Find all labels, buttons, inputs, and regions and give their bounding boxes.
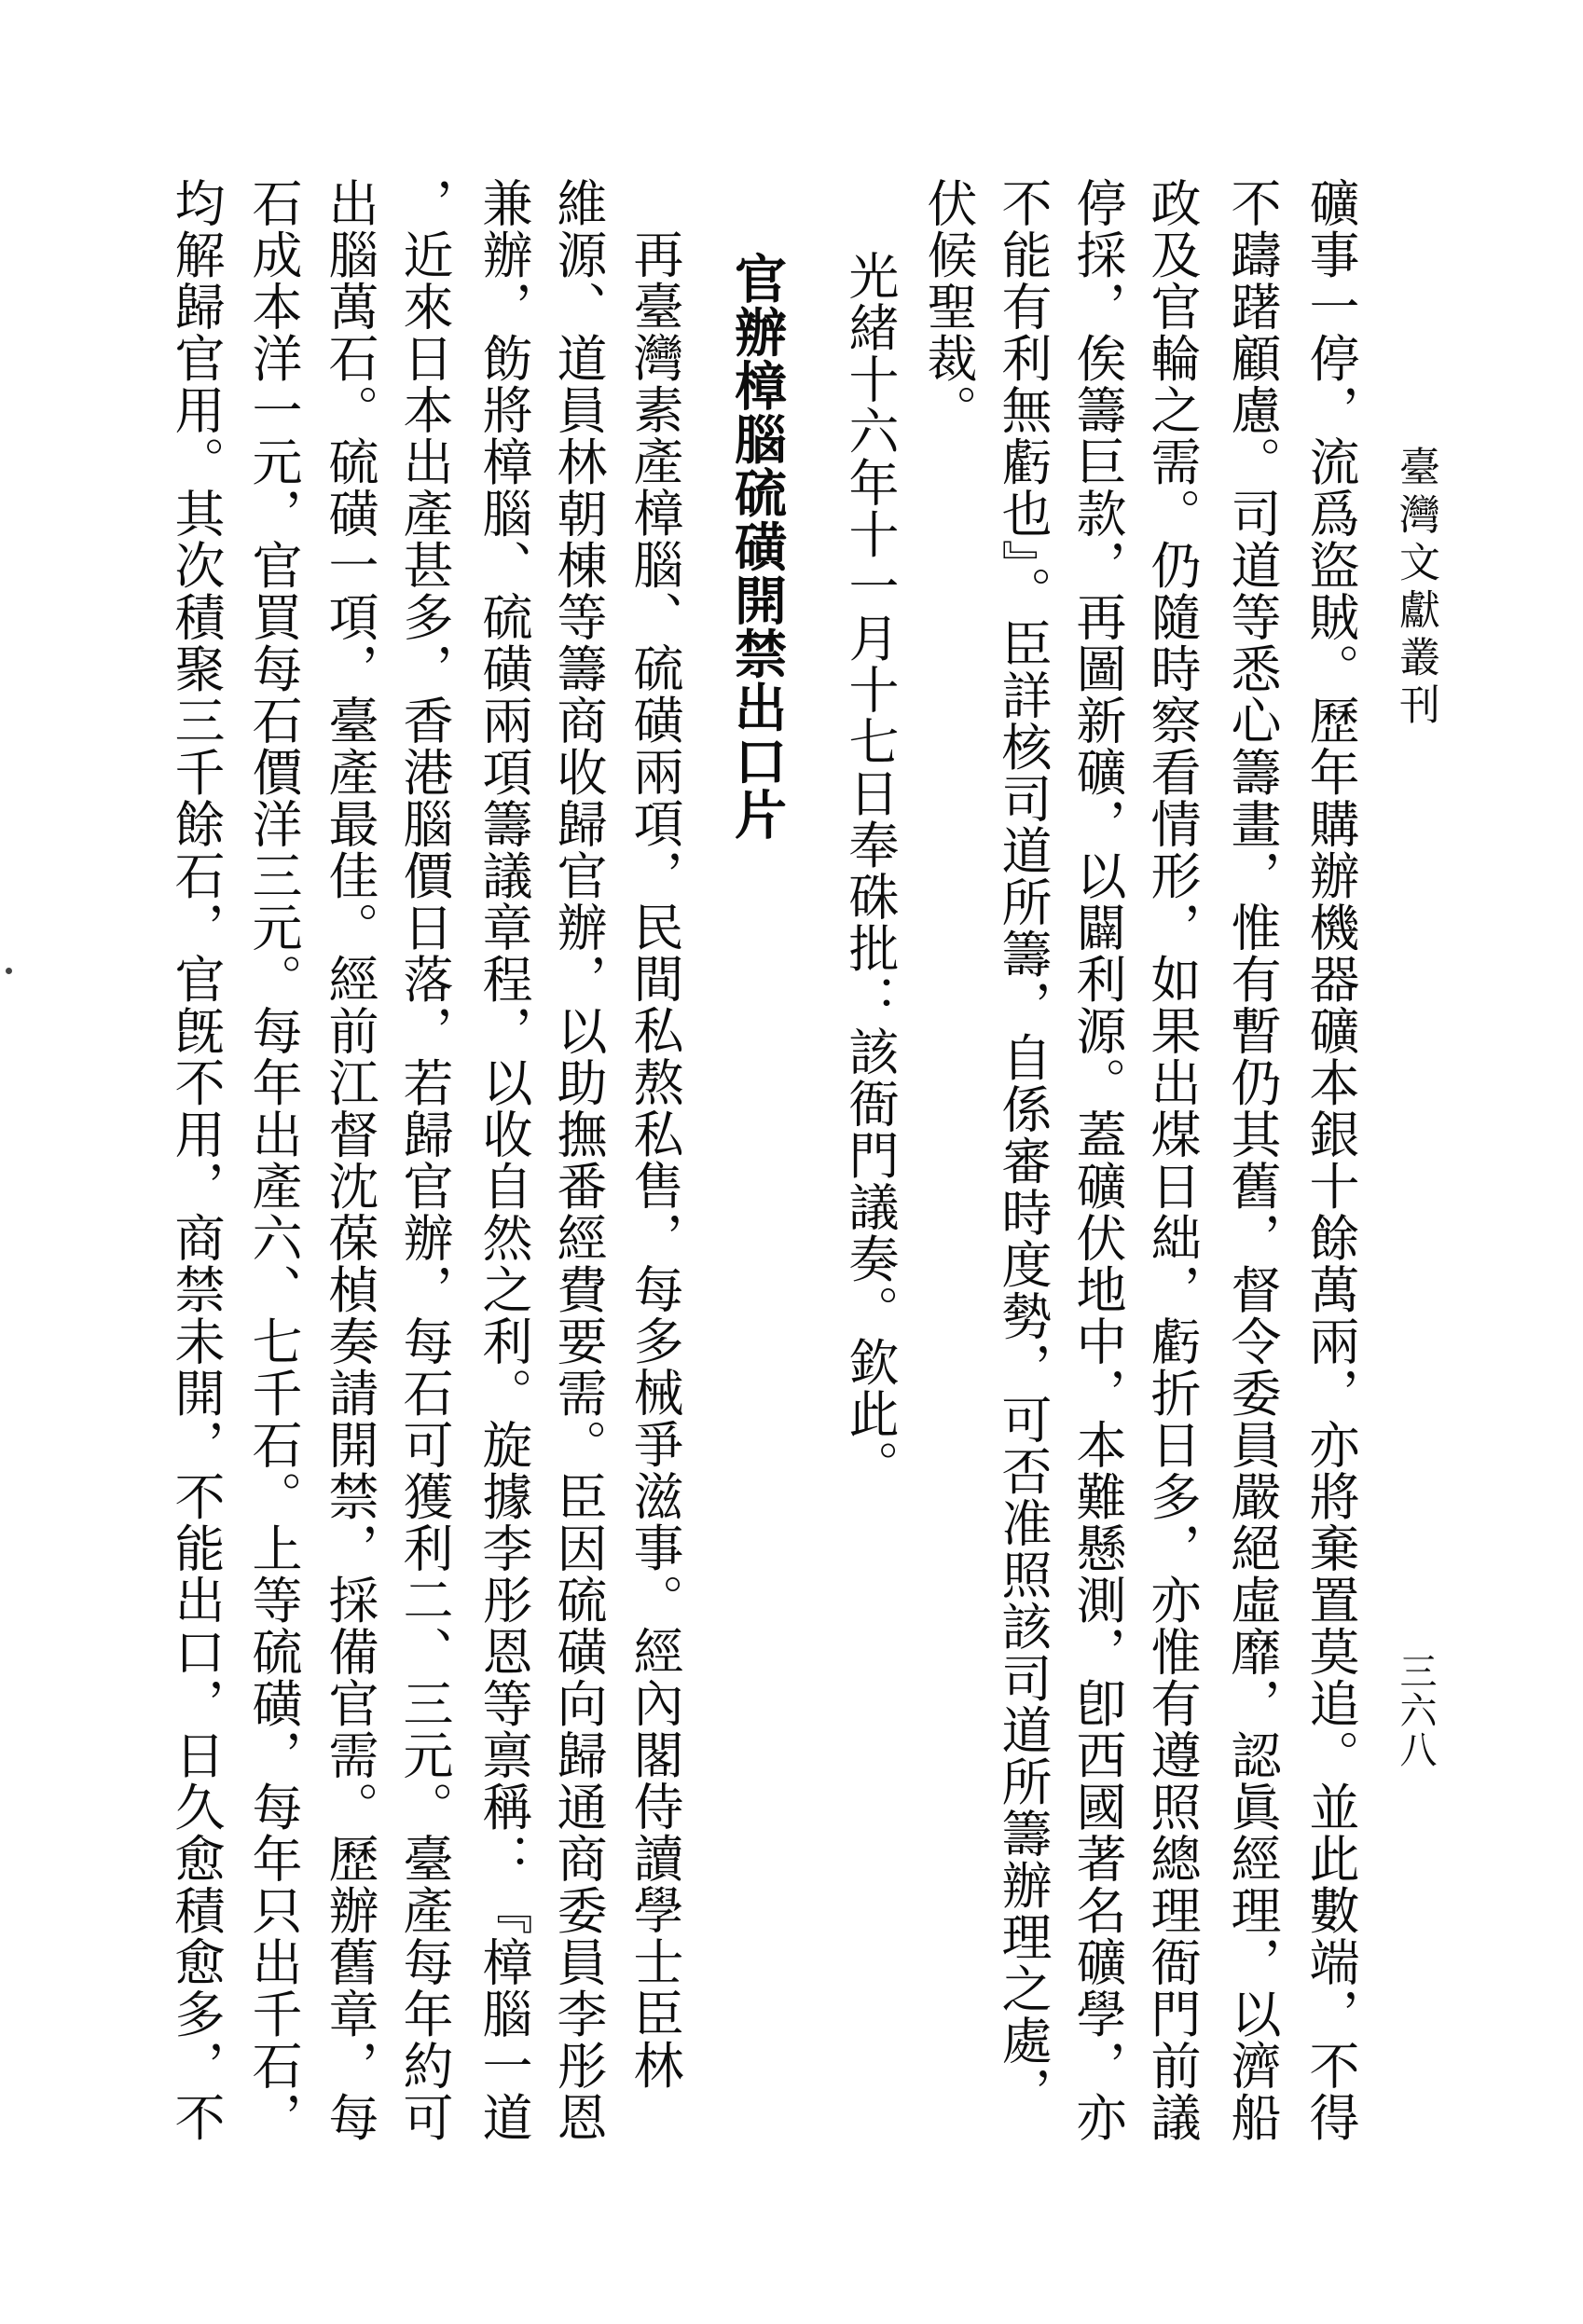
text-column: 政及官輪之需。仍隨時察看情形，如果出煤日絀，虧折日多，亦惟有遵照總理衙門前議 [1144,177,1200,2143]
text-column: 礦事一停，流爲盜賊。歷年購辦機器礦本銀十餘萬兩，亦將棄置莫追。並此數端，不得 [1302,177,1358,2143]
section-title: 官辦樟腦硫磺開禁出口片 [727,252,785,842]
text-column: 不能有利無虧也』。臣詳核司道所籌，自係審時度勢，可否准照該司道所籌辦理之處， [995,177,1051,2118]
text-column: 維源、道員林朝棟等籌商收歸官辦，以助撫番經費要需。臣因硫磺向歸通商委員李彤恩 [550,177,606,2143]
text-column: 石成本洋一元，官買每石價洋三元。每年出產六、七千石。上等硫磺，每年只出千石， [245,177,301,2143]
text-column: 再臺灣素產樟腦、硫磺兩項，民間私熬私售，每多械爭滋事。經內閣侍讀學士臣林 [626,228,682,2091]
text-column: 不躊躇顧慮。司道等悉心籌畫，惟有暫仍其舊，督令委員嚴絕虛靡，認眞經理，以濟船 [1224,177,1280,2143]
text-column: 兼辦，飭將樟腦、硫磺兩項籌議章程，以收自然之利。旋據李彤恩等禀稱：『樟腦一道 [475,177,531,2143]
page-number: 三六八 [1395,1652,1437,1769]
text-column: 均解歸官用。其次積聚三千餘石，官旣不用，商禁未開，不能出口，日久愈積愈多，不 [168,177,224,2143]
running-head: 臺灣文獻叢刊 [1393,446,1438,731]
text-column: 伏候聖裁。 [920,177,976,436]
text-column: 出腦萬石。硫磺一項，臺產最佳。經前江督沈葆楨奏請開禁，採備官需。歷辦舊章，每 [322,177,378,2143]
scan-speck [6,968,12,974]
date-line: 光緒十六年十一月十七日奉硃批：該衙門議奏。欽此。 [842,250,898,1492]
text-column: ，近來日本出產甚多，香港腦價日落，若歸官辦，每石可獲利二、三元。臺產每年約可 [396,177,452,2143]
text-column: 停採，俟籌巨款，再圖新礦，以闢利源。蓋礦伏地中，本難懸測，卽西國著名礦學，亦 [1069,177,1125,2143]
